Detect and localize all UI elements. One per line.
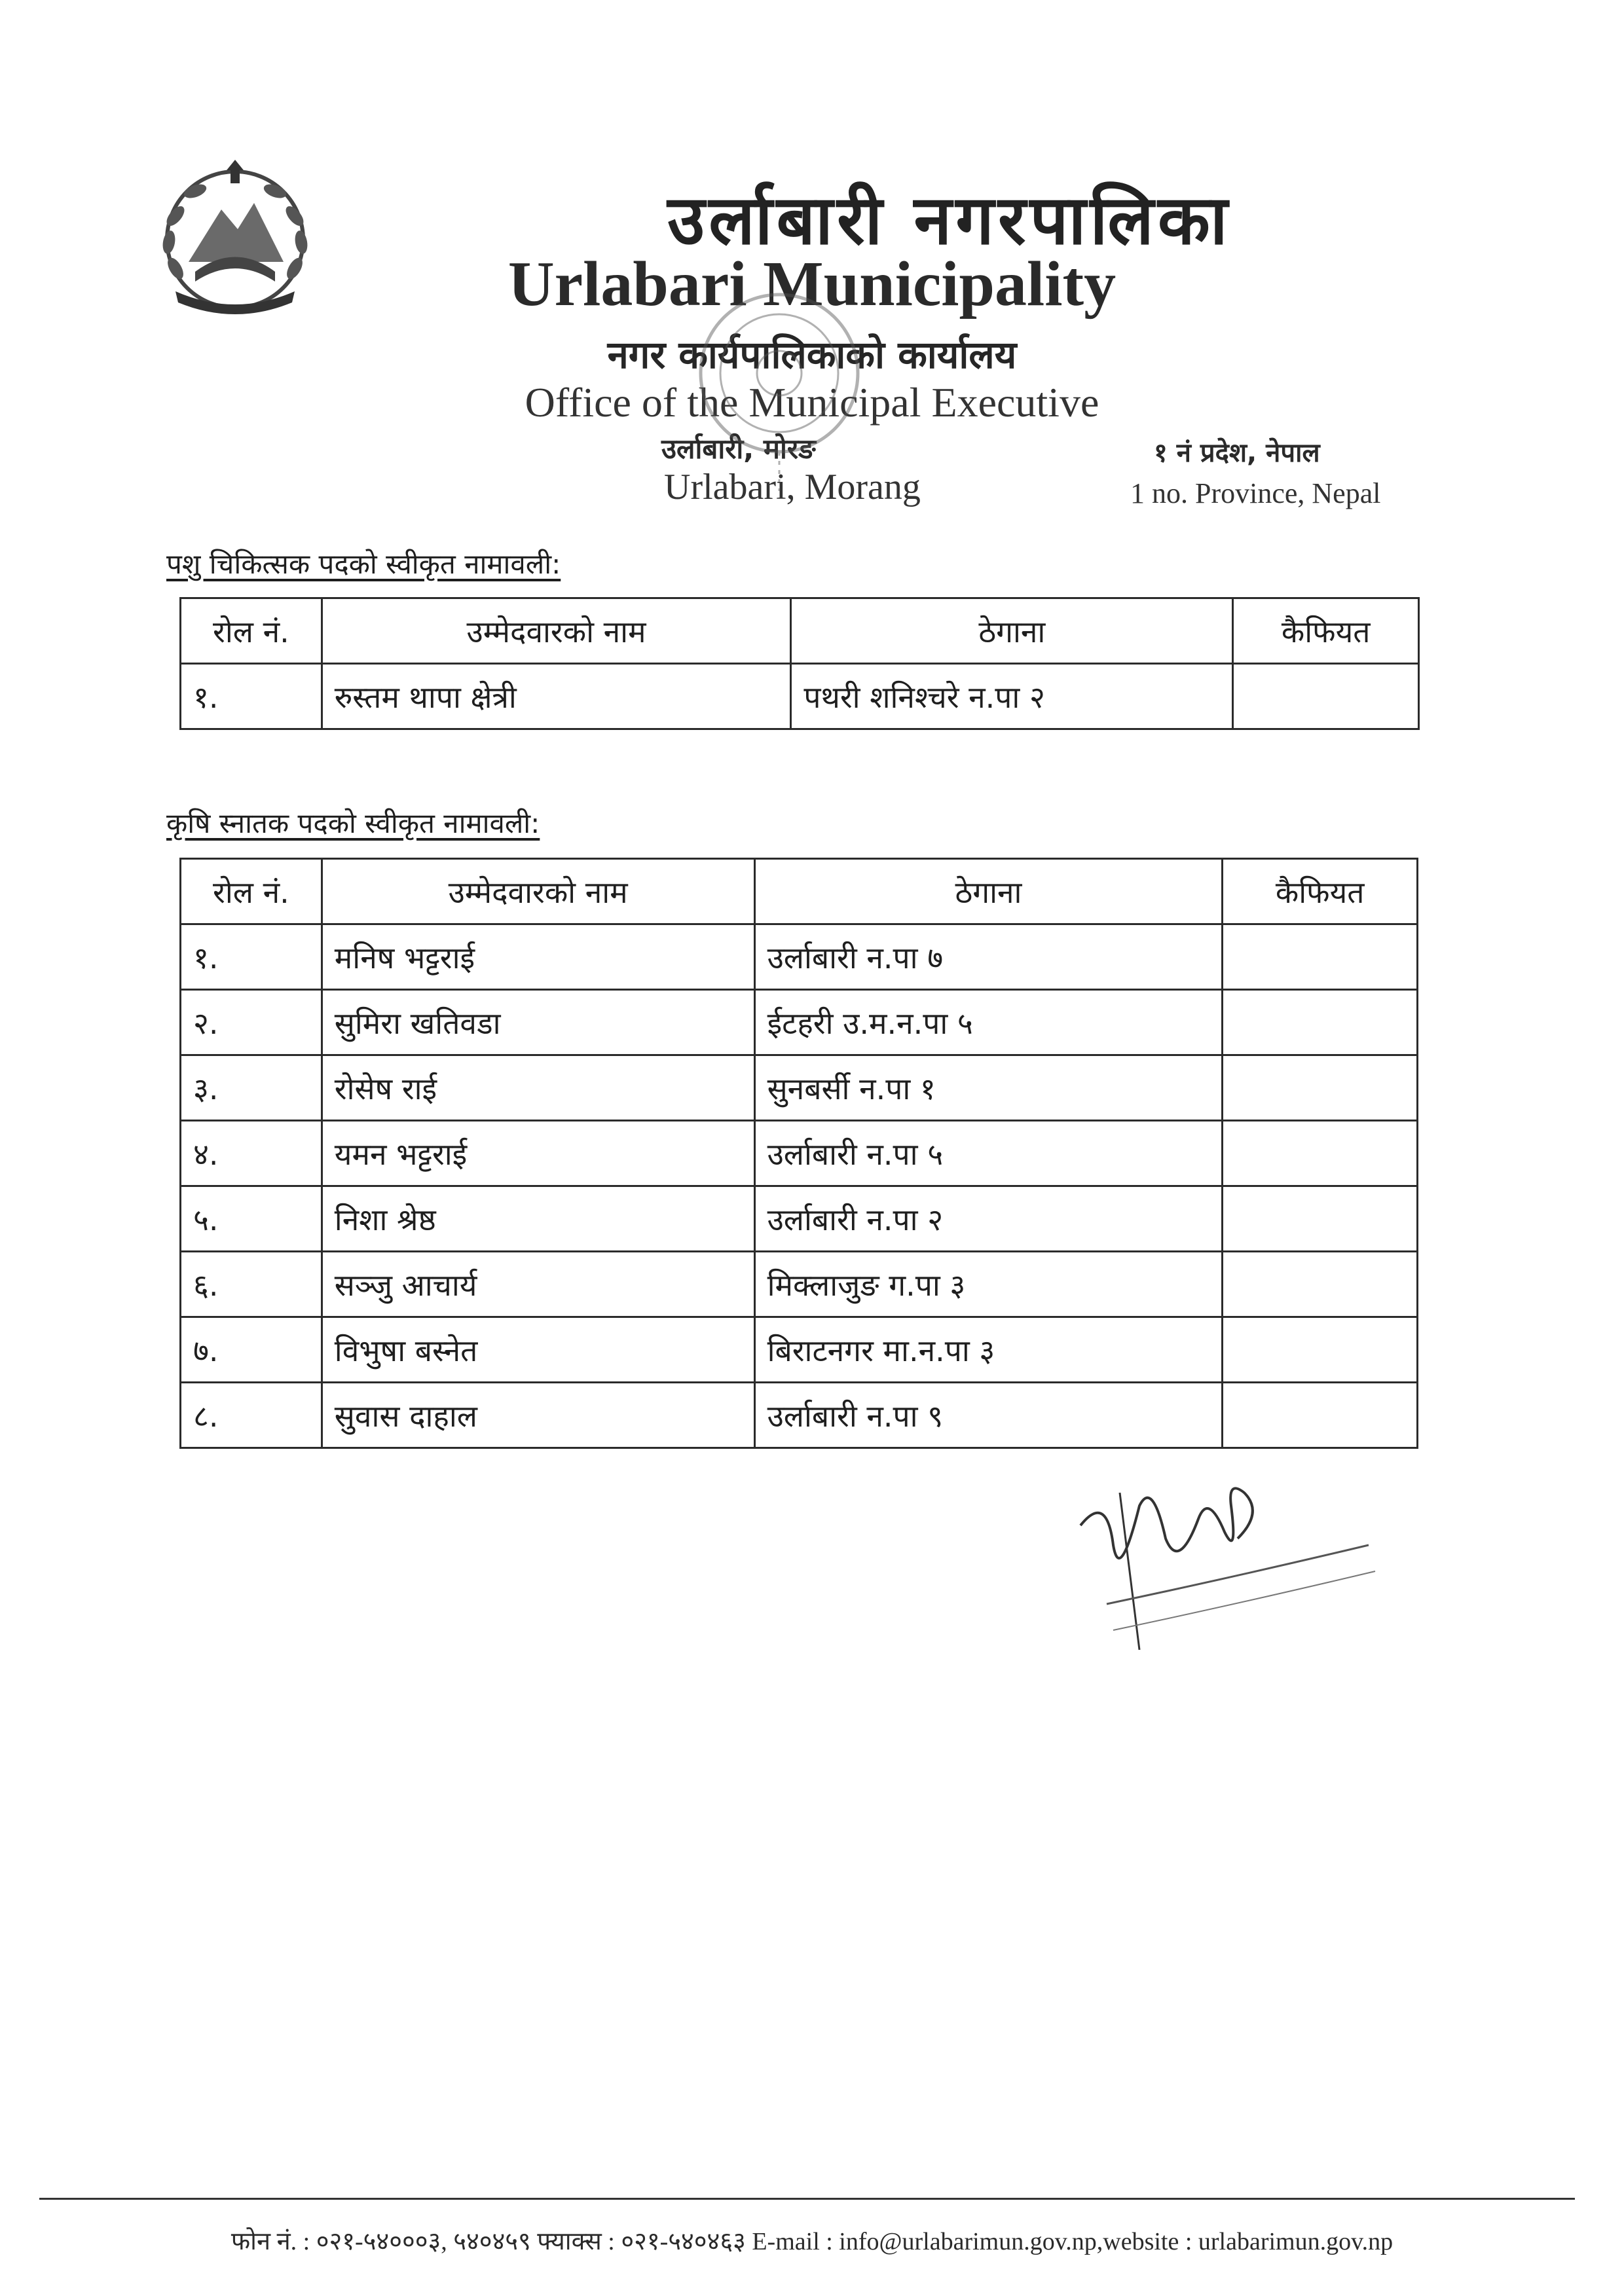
table-row — [181, 990, 1418, 1055]
roll-cell: ३. — [181, 1055, 322, 1121]
table-row — [181, 1317, 1418, 1383]
agri-section-title: कृषि स्नातक पदको स्वीकृत नामावली: — [166, 807, 540, 839]
roll-cell: १. — [181, 924, 322, 990]
roll-cell: ५. — [181, 1186, 322, 1252]
table-row — [181, 1121, 1418, 1186]
vet-approved-table — [179, 597, 1420, 730]
table-row — [181, 664, 1419, 729]
roll-cell: ८. — [181, 1383, 322, 1448]
footer-divider — [39, 2198, 1575, 2200]
remarks-cell — [1223, 1055, 1418, 1121]
table-row — [181, 1383, 1418, 1448]
municipality-title-english: Urlabari Municipality — [507, 249, 1116, 319]
office-title-nepali: नगर कार्यपालिकाको कार्यालय — [607, 333, 1017, 377]
address-english: Urlabari, Morang — [664, 467, 921, 507]
column-header-roll: रोल नं. — [181, 598, 322, 664]
remarks-cell — [1233, 664, 1419, 729]
column-header-address: ठेगाना — [754, 859, 1223, 924]
remarks-cell — [1223, 1121, 1418, 1186]
name-cell: मनिष भट्टराई — [322, 924, 754, 990]
roll-cell: ७. — [181, 1317, 322, 1383]
address-nepali: उर्लाबारी, मोरङ — [661, 433, 816, 465]
column-header-name: उम्मेदवारको नाम — [322, 598, 791, 664]
officer-signature — [1067, 1467, 1408, 1663]
table-row — [181, 1055, 1418, 1121]
remarks-cell — [1223, 990, 1418, 1055]
roll-cell: ४. — [181, 1121, 322, 1186]
roll-cell: ६. — [181, 1252, 322, 1317]
name-cell: रोसेष राई — [322, 1055, 754, 1121]
name-cell: सुवास दाहाल — [322, 1383, 754, 1448]
table-row — [181, 1252, 1418, 1317]
remarks-cell — [1223, 1383, 1418, 1448]
address-cell: उर्लाबारी न.पा २ — [754, 1186, 1223, 1252]
footer-contact: फोन नं. : ०२१-५४०००३, ५४०४५९ फ्याक्स : ०२१-५४०४६३ E-mail : info@urlabarimun.gov.np,website : urlabarimun.gov.np — [231, 2228, 1393, 2255]
agri-approved-table — [179, 858, 1418, 1449]
roll-cell: १. — [181, 664, 322, 729]
remarks-cell — [1223, 924, 1418, 990]
vet-section-title: पशु चिकित्सक पदको स्वीकृत नामावली: — [166, 548, 561, 580]
municipal-seal-stamp — [681, 275, 877, 498]
address-cell: बिराटनगर मा.न.पा ३ — [754, 1317, 1223, 1383]
name-cell: यमन भट्टराई — [322, 1121, 754, 1186]
remarks-cell — [1223, 1317, 1418, 1383]
address-cell: मिक्लाजुङ ग.पा ३ — [754, 1252, 1223, 1317]
roll-cell: २. — [181, 990, 322, 1055]
name-cell: सुमिरा खतिवडा — [322, 990, 754, 1055]
province-english: 1 no. Province, Nepal — [1130, 477, 1381, 509]
column-header-name: उम्मेदवारको नाम — [322, 859, 754, 924]
office-title-english: Office of the Municipal Executive — [525, 379, 1099, 426]
table-row — [181, 924, 1418, 990]
name-cell: सञ्जु आचार्य — [322, 1252, 754, 1317]
remarks-cell — [1223, 1252, 1418, 1317]
column-header-remarks: कैफियत — [1223, 859, 1418, 924]
address-cell: उर्लाबारी न.पा ९ — [754, 1383, 1223, 1448]
table-row — [181, 1186, 1418, 1252]
name-cell: विभुषा बस्नेत — [322, 1317, 754, 1383]
column-header-remarks: कैफियत — [1233, 598, 1419, 664]
address-cell: सुनबर्सी न.पा १ — [754, 1055, 1223, 1121]
column-header-roll: रोल नं. — [181, 859, 322, 924]
column-header-address: ठेगाना — [791, 598, 1233, 664]
address-cell: उर्लाबारी न.पा ५ — [754, 1121, 1223, 1186]
address-cell: उर्लाबारी न.पा ७ — [754, 924, 1223, 990]
address-cell: पथरी शनिश्चरे न.पा २ — [791, 664, 1233, 729]
table-header-row — [181, 598, 1419, 664]
name-cell: रुस्तम थापा क्षेत्री — [322, 664, 791, 729]
municipality-title-nepali: उर्लाबारी नगरपालिका — [667, 180, 1232, 260]
name-cell: निशा श्रेष्ठ — [322, 1186, 754, 1252]
address-cell: ईटहरी उ.म.न.पा ५ — [754, 990, 1223, 1055]
remarks-cell — [1223, 1186, 1418, 1252]
table-header-row — [181, 859, 1418, 924]
province-nepali: १ नं प्रदेश, नेपाल — [1154, 438, 1320, 468]
